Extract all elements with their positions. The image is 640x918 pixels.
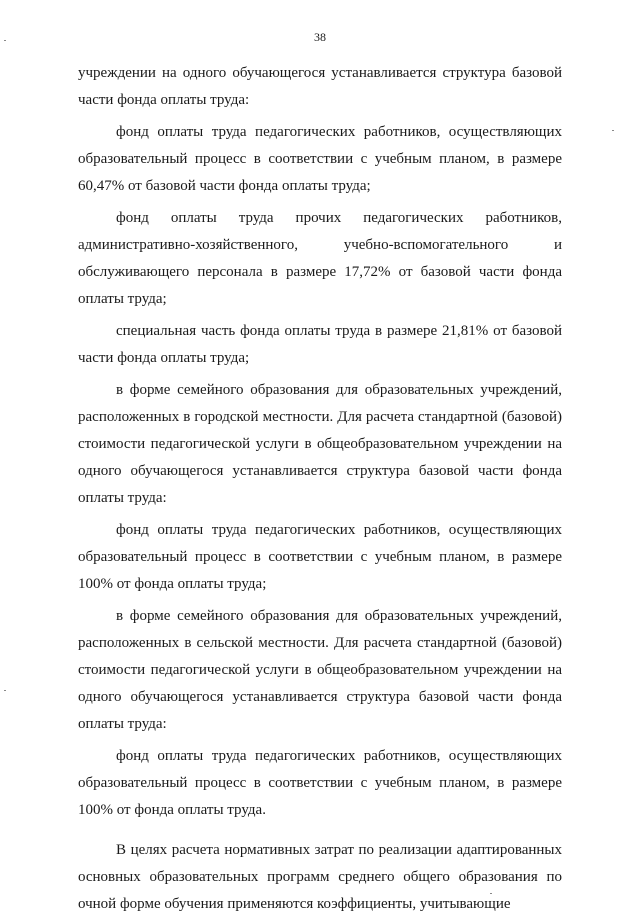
paragraph-family-education-urban: в форме семейного образования для образовательных учреждений, расположенных в городской местности. Для расчета стандартной (базовой) стоимости педагогической услуги в общеобразовательном учреждении на одного обучающегося устанавливается структура базовой части фонда оплаты труда: <box>78 382 562 506</box>
paragraph-special-fund: специальная часть фонда оплаты труда в размере 21,81% от базовой части фонда оплаты труда; <box>78 323 562 366</box>
scan-mark <box>4 40 6 41</box>
page-number: 38 <box>314 30 326 44</box>
paragraph-other-staff-fund: фонд оплаты труда прочих педагогических работников, административно-хозяйственного, учебно-вспомогательного и обслуживающего персонала в размере 17,72% от базовой части фонда оплаты труда; <box>78 210 562 307</box>
document-body <box>78 60 562 918</box>
paragraph-pedagogical-fund-urban: фонд оплаты труда педагогических работников, осуществляющих образовательный процесс в соответствии с учебным планом, в размере 100% от фонда оплаты труда; <box>78 522 562 592</box>
paragraph-continuation: учреждении на одного обучающегося устанавливается структура базовой части фонда оплаты труда: <box>78 65 562 108</box>
scan-mark <box>490 893 492 894</box>
paragraph-family-education-rural: в форме семейного образования для образовательных учреждений, расположенных в сельской местности. Для расчета стандартной (базовой) стоимости педагогической услуги в общеобразовательном учреждении на одного обучающегося устанавливается структура базовой части фонда оплаты труда: <box>78 608 562 732</box>
scan-mark <box>4 690 6 691</box>
paragraph-pedagogical-fund-rural: фонд оплаты труда педагогических работников, осуществляющих образовательный процесс в соответствии с учебным планом, в размере 100% от фонда оплаты труда. <box>78 748 562 818</box>
scan-mark <box>612 130 614 131</box>
paragraph-adapted-programs: В целях расчета нормативных затрат по реализации адаптированных основных образовательных программ среднего общего образования по очной форме обучения применяются коэффициенты, учитывающие <box>78 842 562 912</box>
paragraph-pedagogical-fund-base: фонд оплаты труда педагогических работников, осуществляющих образовательный процесс в соответствии с учебным планом, в размере 60,47% от базовой части фонда оплаты труда; <box>78 124 562 194</box>
